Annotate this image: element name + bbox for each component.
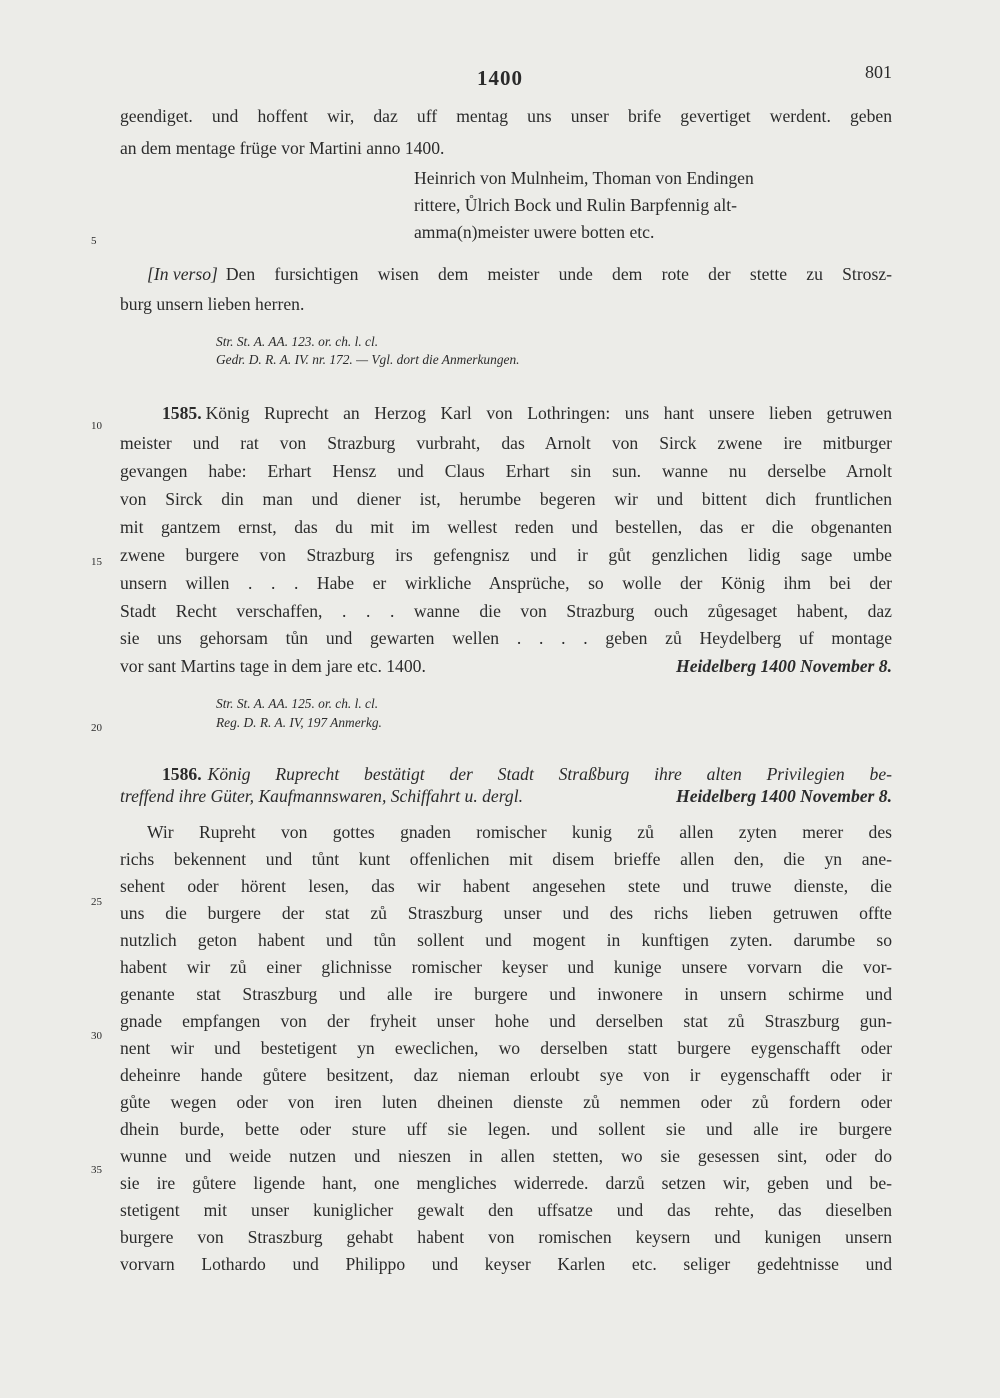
text-line: deheinre hande gůtere besitzent, daz nieman erloubt sye von ir eygenschafft oder ir [120, 1065, 892, 1085]
regest-heading: treffend ihre Güter, Kaufmannswaren, Schiffahrt u. dergl. [120, 786, 524, 806]
doc-number: 1586. [162, 764, 202, 784]
text-line: uns die burgere der stat zů Straszburg unser und des richs lieben getruwen offte [120, 903, 892, 923]
text-line: geendiget. und hoffent wir, daz uff mentag uns unser brife gevertiget werdent. geben [120, 106, 892, 126]
source-note: Gedr. D. R. A. IV. nr. 172. — Vgl. dort die Anmerkungen. [216, 352, 520, 367]
line-number: 20 [91, 722, 102, 734]
text-line: von Sirck din man und diener ist, herumbe begeren wir und bittent dich fruntlichen [120, 489, 892, 509]
text-line: an dem mentage früge vor Martini anno 1400. [120, 138, 445, 158]
text-line: sie ire gůtere ligende hant, one mengliches widerrede. darzů setzen wir, geben und be- [120, 1173, 892, 1193]
date-line [120, 656, 892, 677]
signatory-line: amma(n)meister uwere botten etc. [414, 222, 655, 242]
text-line: vor sant Martins tage in dem jare etc. 1400. [120, 656, 426, 676]
text-line: gůte wegen oder von iren luten dheinen dienste zů nemmen oder zů fordern oder [120, 1092, 892, 1112]
date-place-1586: Heidelberg 1400 November 8. [676, 786, 892, 806]
address-line [147, 264, 892, 285]
line-number: 30 [91, 1030, 102, 1042]
line-number: 5 [91, 235, 97, 247]
source-note: Reg. D. R. A. IV, 197 Anmerkg. [216, 715, 382, 730]
text-line: dhein burde, bette oder sture uff sie legen. und sollent sie und alle ire burgere [120, 1119, 892, 1139]
text-line: mit gantzem ernst, das du mit im wellest reden und bestellen, das er die obgenanten [120, 517, 892, 537]
text-line: gevangen habe: Erhart Hensz und Claus Erhart sin sun. wanne nu derselbe Arnolt [120, 461, 892, 481]
date-place-1585: Heidelberg 1400 November 8. [676, 656, 892, 676]
running-head-year: 1400 [477, 66, 523, 90]
text-line: vorvarn Lothardo und Philippo und keyser Karlen etc. seliger gedehtnisse und [120, 1254, 892, 1274]
doc-1586-heading [162, 764, 892, 785]
text-line: burg unsern lieben herren. [120, 294, 305, 314]
line-number: 10 [91, 420, 102, 432]
signatory-line: Heinrich von Mulnheim, Thoman von Endingen [414, 168, 754, 188]
source-note: Str. St. A. AA. 125. or. ch. l. cl. [216, 696, 379, 711]
line-number: 35 [91, 1164, 102, 1176]
text-line: unsern willen . . . Habe er wirkliche Ansprüche, so wolle der König ihm bei der [120, 573, 892, 593]
text-line: richs bekennent und tůnt kunt offenlichen mit disem brieffe allen den, die yn ane- [120, 849, 892, 869]
regest-heading-line [120, 786, 892, 807]
text-line: meister und rat von Strazburg vurbraht, das Arnolt von Sirck zwene ire mitburger [120, 433, 892, 453]
doc-1585-first-line [162, 403, 892, 424]
text-line: stetigent mit unser kuniglicher gewalt den uffsatze und das rehte, das dieselben [120, 1200, 892, 1220]
doc-number: 1585. [162, 403, 202, 423]
text-line: burgere von Straszburg gehabt habent von romischen keysern und kunigen unsern [120, 1227, 892, 1247]
text-line: Wir Rupreht von gottes gnaden romischer kunig zů allen zyten merer des [147, 822, 892, 842]
text-line: zwene burgere von Strazburg irs gefengnisz und ir gůt genzlichen lidig sage umbe [120, 545, 892, 565]
text-line: sie uns gehorsam tůn und gewarten wellen . . . . geben zů Heydelberg uf montage [120, 628, 892, 648]
text-line: gnade empfangen von der fryheit unser hohe und derselben stat zů Straszburg gun- [120, 1011, 892, 1031]
text-line: sehent oder hörent lesen, das wir habent angesehen stete und truwe dienste, die [120, 876, 892, 896]
in-verso-label: [In verso] [147, 264, 218, 284]
line-number: 15 [91, 556, 102, 568]
line-number: 25 [91, 896, 102, 908]
regest-heading: König Ruprecht bestätigt der Stadt Straßburg ihre alten Privilegien be- [207, 764, 892, 784]
text-line: König Ruprecht an Herzog Karl von Lothringen: uns hant unsere lieben getruwen [205, 403, 892, 423]
text-line: nutzlich geton habent und tůn sollent und mogent in kunftigen zyten. darumbe so [120, 930, 892, 950]
text-line: Stadt Recht verschaffen, . . . wanne die von Strazburg ouch zůgesaget habent, daz [120, 601, 892, 621]
text-line: habent wir zů einer glichnisse romischer keyser und kunige unsere vorvarn die vor- [120, 957, 892, 977]
text-line: nent wir und bestetigent yn eweclichen, wo derselben statt burgere eygenschafft oder [120, 1038, 892, 1058]
source-note: Str. St. A. AA. 123. or. ch. l. cl. [216, 334, 379, 349]
signatory-line: rittere, Ůlrich Bock und Rulin Barpfennig alt- [414, 195, 737, 215]
text-line: genante stat Straszburg und alle ire burgere und inwonere in unsern schirme und [120, 984, 892, 1004]
address-text: Den fursichtigen wisen dem meister unde dem rote der stette zu Strosz- [225, 264, 892, 284]
page-number: 801 [865, 62, 892, 82]
text-line: wunne und weide nutzen und nieszen in allen stetten, wo sie gesessen sint, oder do [120, 1146, 892, 1166]
